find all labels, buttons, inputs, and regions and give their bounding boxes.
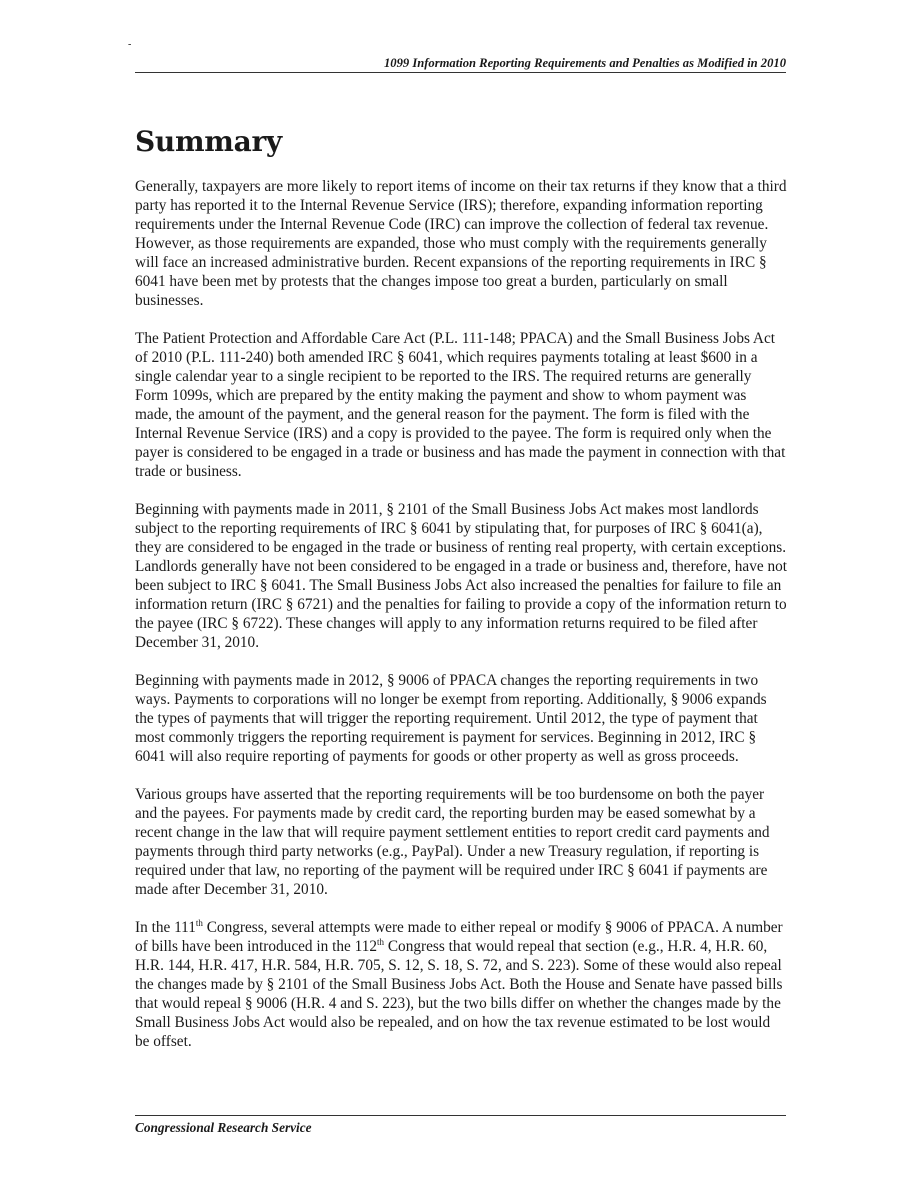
summary-paragraph-1: Generally, taxpayers are more likely to report items of income on their tax returns if they know that a third party has reported it to the Internal Revenue Service (IRS); therefore, expanding information reporting requirements under the Internal Revenue Code (IRC) can improve the collection of federal tax revenue. However, as those requirements are expanded, those who must comply with the requirements generally will face an increased administrative burden. Recent expansions of the reporting requirements in IRC § 6041 have been met by protests that the changes impose too great a burden, particularly on small businesses. (135, 178, 787, 309)
summary-paragraph-2: The Patient Protection and Affordable Care Act (P.L. 111-148; PPACA) and the Small Business Jobs Act of 2010 (P.L. 111-240) both amended IRC § 6041, which requires payments totaling at least $600 in a single calendar year to a single recipient to be reported to the IRS. The required returns are generally Form 1099s, which are prepared by the entity making the payment and show to whom payment was made, the amount of the payment, and the general reason for the payment. The form is filed with the Internal Revenue Service (IRS) and a copy is provided to the payee. The form is required only when the payer is considered to be engaged in a trade or business and has made the payment in connection with that trade or business. (135, 330, 786, 480)
para6-text-2: Congress, several attempts were made to either repeal or modify § 9006 of PPACA. A number of bills have been introduced in the 112 (135, 919, 783, 955)
footer-rule (135, 1115, 786, 1116)
summary-heading: Summary (135, 125, 282, 158)
ordinal-superscript: th (377, 937, 385, 947)
summary-paragraph-4: Beginning with payments made in 2012, § 9006 of PPACA changes the reporting requirements in two ways. Payments to corporations will no longer be exempt from reporting. Additionally, § 9006 expands the types of payments that will trigger the reporting requirement. Until 2012, the type of payment that most commonly triggers the reporting requirement is payment for services. Beginning in 2012, IRC § 6041 will also require reporting of payments for goods or other property as well as gross proceeds. (135, 672, 767, 765)
summary-body (135, 177, 787, 1070)
summary-paragraph-5: Various groups have asserted that the reporting requirements will be too burdensome on both the payer and the payees. For payments made by credit card, the reporting burden may be eased somewhat by a recent change in the law that will require payment settlement entities to report credit card payments and payments through third party networks (e.g., PayPal). Under a new Treasury regulation, if reporting is required under that law, no reporting of the payment will be required under IRC § 6041 if payments are made after December 31, 2010. (135, 786, 770, 898)
header-rule (135, 72, 786, 73)
summary-paragraph-6 (135, 918, 787, 1051)
summary-paragraph-3: Beginning with payments made in 2011, § 2101 of the Small Business Jobs Act makes most landlords subject to the reporting requirements of IRC § 6041 by stipulating that, for purposes of IRC § 6041(a), they are considered to be engaged in the trade or business of renting real property, with certain exceptions. Landlords generally have not been considered to be engaged in a trade or business and, therefore, have not been subject to IRC § 6041. The Small Business Jobs Act also increased the penalties for failure to file an information return (IRC § 6721) and the penalties for failing to provide a copy of the information return to the payee (IRC § 6722). These changes will apply to any information returns required to be filed after December 31, 2010. (135, 501, 787, 651)
ordinal-superscript: th (195, 918, 203, 928)
para6-text-1: In the 111 (135, 919, 196, 936)
para6-text-3: Congress that would repeal that section (e.g., H.R. 4, H.R. 60, H.R. 144, H.R. 417, H.R. 584, H.R. 705, S. 12, S. 18, S. 72, and S. 223). Some of these would also repeal the changes made by § 2101 of the Small Business Jobs Act. Both the House and Senate have passed bills that would repeal § 9006 (H.R. 4 and S. 223), but the two bills differ on whether the changes made by the Small Business Jobs Act would also be repealed, and on how the tax revenue estimated to be lost would be offset. (135, 938, 783, 1050)
running-footer-publisher: Congressional Research Service (135, 1120, 312, 1135)
page-mark: - (128, 39, 132, 50)
running-header-title: 1099 Information Reporting Requirements and Penalties as Modified in 2010 (384, 56, 786, 70)
